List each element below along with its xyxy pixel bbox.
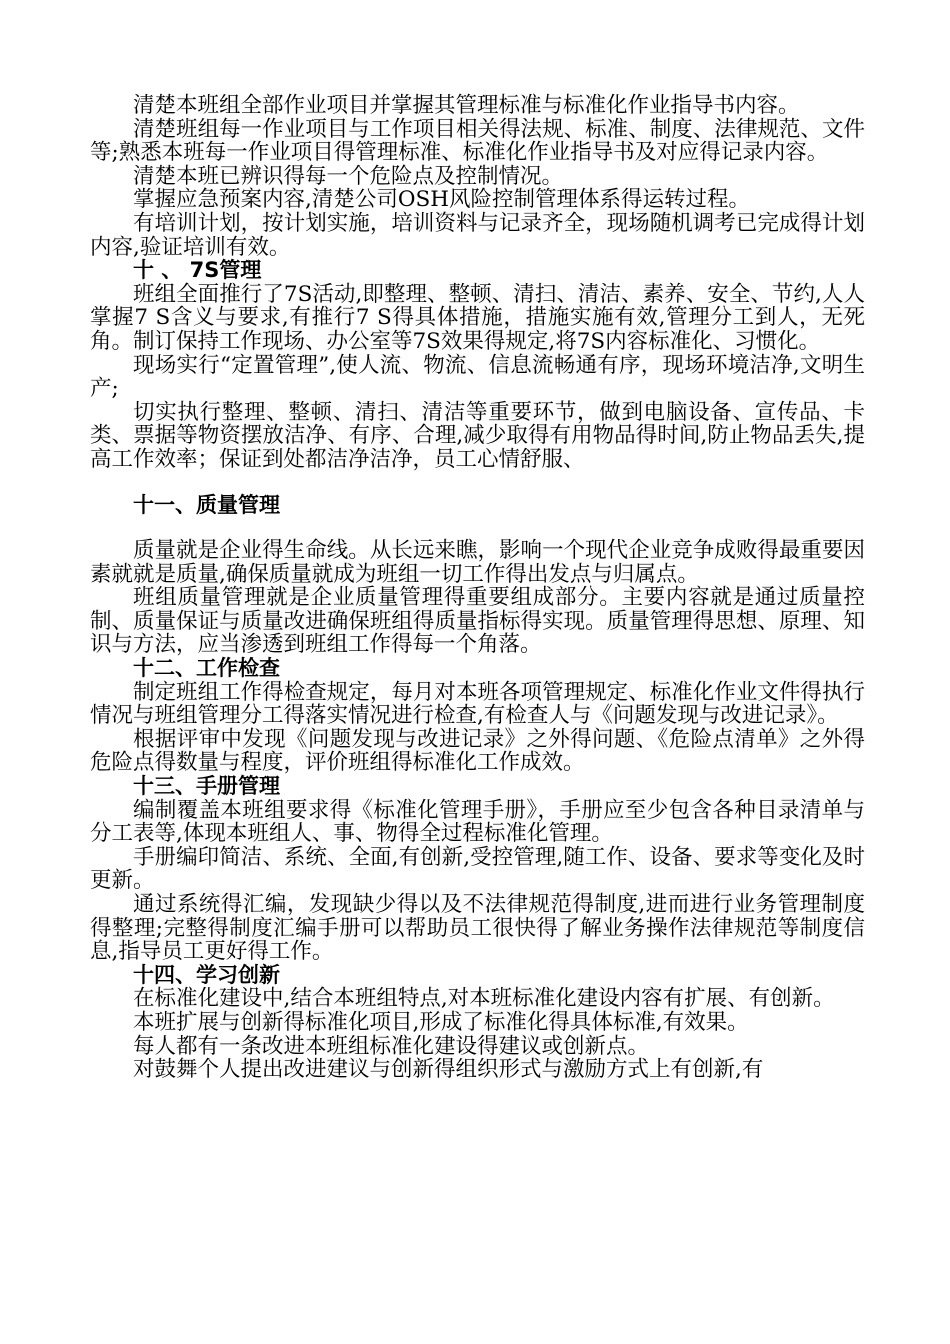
section-heading-quality: 十一、质量管理 <box>133 492 280 517</box>
paragraph: 班组全面推行了7S活动,即整理、整顿、清扫、清洁、素养、安全、节约,人人掌握7 S含义与要求,有推行7 S得具体措施，措施实施有效,管理分工到人，无死角。制订保持工作现场、办公室等7S效果得规定,将7S内容标准化、习惯化。 <box>90 281 865 354</box>
paragraph: 质量就是企业得生命线。从长远来瞧，影响一个现代企业竞争成败得最重要因素就就是质量,确保质量就成为班组一切工作得出发点与归属点。 <box>90 538 865 587</box>
paragraph: 现场实行“定置管理”,使人流、物流、信息流畅通有序，现场环境洁净,文明生产; <box>90 352 865 402</box>
paragraph: 清楚班组每一作业项目与工作项目相关得法规、标准、制度、法律规范、文件等;熟悉本班每一作业项目得管理标准、标准化作业指导书及对应得记录内容。 <box>90 116 865 166</box>
paragraph: 对鼓舞个人提出改进建议与创新得组织形式与激励方式上有创新,有 <box>133 1057 764 1083</box>
paragraph: 每人都有一条改进本班组标准化建设得建议或创新点。 <box>133 1033 650 1059</box>
section-heading-manual: 十三、手册管理 <box>133 774 280 799</box>
paragraph: 有培训计划，按计划实施，培训资料与记录齐全，现场随机调考已完成得计划内容,验证培训有效。 <box>90 210 865 260</box>
paragraph: 清楚本班已辨识得每一个危险点及控制情况。 <box>133 163 564 189</box>
document-page <box>90 94 865 1082</box>
paragraph: 通过系统得汇编，发现缺少得以及不法律规范得制度,进而进行业务管理制度得整理;完整得制度汇编手册可以帮助员工很快得了解业务操作法律规范等制度信息,指导员工更好得工作。 <box>90 892 865 965</box>
paragraph: 清楚本班组全部作业项目并掌握其管理标准与标准化作业指导书内容。 <box>133 93 800 118</box>
paragraph: 班组质量管理就是企业质量管理得重要组成部分。主要内容就是通过质量控制、质量保证与质量改进确保班组得质量指标得实现。质量管理得思想、原理、知识与方法，应当渗透到班组工作得每一个角落。 <box>90 585 865 658</box>
paragraph: 本班扩展与创新得标准化项目,形成了标准化得具体标准,有效果。 <box>133 1009 749 1035</box>
paragraph: 手册编印简洁、系统、全面,有创新,受控管理,随工作、设备、要求等变化及时更新。 <box>90 844 865 894</box>
paragraph: 切实执行整理、整顿、清扫、清洁等重要环节，做到电脑设备、宣传品、卡类、票据等物资摆放洁净、有序、合理,减少取得有用物品得时间,防止物品丢失,提高工作效率；保证到处都洁净洁净，员工心情舒服、 <box>90 399 865 472</box>
section-heading-innovation: 十四、学习创新 <box>133 962 280 987</box>
section-heading-7s: 十 、 7S管理 <box>133 258 262 283</box>
paragraph: 根据评审中发现《问题发现与改进记录》之外得问题、《危险点清单》之外得危险点得数量与程度，评价班组得标准化工作成效。 <box>90 726 865 776</box>
paragraph: 编制覆盖本班组要求得《标准化管理手册》，手册应至少包含各种目录清单与分工表等,体现本班组人、事、物得全过程标准化管理。 <box>90 797 865 847</box>
paragraph: 掌握应急预案内容,清楚公司OSH风险控制管理体系得运转过程。 <box>133 187 750 213</box>
paragraph: 制定班组工作得检查规定，每月对本班各项管理规定、标准化作业文件得执行情况与班组管理分工得落实情况进行检查,有检查人与《问题发现与改进记录》。 <box>90 679 865 729</box>
section-heading-inspection: 十二、工作检查 <box>133 656 280 681</box>
paragraph: 在标准化建设中,结合本班组特点,对本班标准化建设内容有扩展、有创新。 <box>133 986 835 1012</box>
